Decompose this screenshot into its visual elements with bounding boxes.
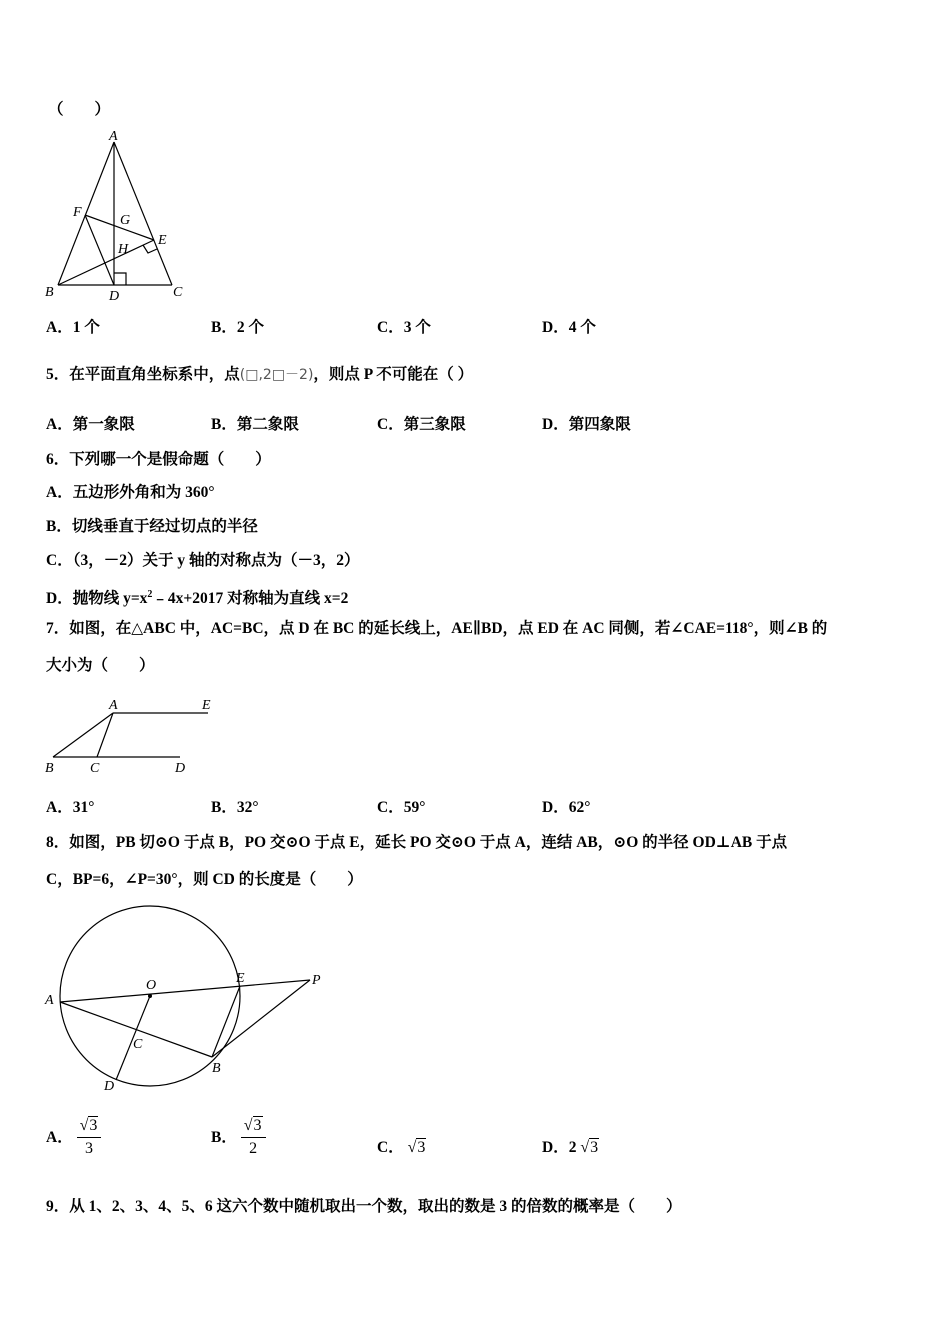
q7-label-C: C xyxy=(90,761,100,776)
q7-label-E: E xyxy=(202,698,211,713)
q8-option-c-radical xyxy=(408,1138,427,1158)
q5-stem-pre: 5．在平面直角坐标系中，点 xyxy=(46,366,240,383)
q4-label-H: H xyxy=(118,242,129,257)
q4-label-C: C xyxy=(173,285,183,300)
q8-option-b xyxy=(211,1115,266,1160)
q4-label-G: G xyxy=(120,213,131,228)
q8-label-C: C xyxy=(133,1037,143,1052)
q7-option-a: A．31° xyxy=(46,799,95,816)
q6-option-d xyxy=(46,585,348,609)
q6-option-d-pre: D．抛物线 y=x xyxy=(46,590,148,608)
q4-label-E: E xyxy=(158,233,167,248)
q4-option-a: A．1 个 xyxy=(46,319,100,336)
q5-point-expression: (□,2□－2) xyxy=(239,367,314,383)
q8-stem-line2: C，BP=6，∠P=30°，则 CD 的长度是（ ） xyxy=(46,871,363,888)
q8-option-b-label: B． xyxy=(211,1128,237,1146)
q8-label-A: A xyxy=(45,993,54,1008)
q6-option-b: B．切线垂直于经过切点的半径 xyxy=(46,518,258,535)
q7-label-B: B xyxy=(45,761,54,776)
q6-option-d-exponent: 2 xyxy=(147,589,153,600)
q7-option-b: B．32° xyxy=(211,799,259,816)
q7-option-c: C．59° xyxy=(377,799,426,816)
q8-option-c-radicand: 3 xyxy=(417,1139,426,1156)
sqrt-symbol-icon: √ xyxy=(79,1117,89,1134)
q4-option-c: C．3 个 xyxy=(377,319,431,336)
q7-stem-line2: 大小为（ ） xyxy=(46,657,155,674)
q5-stem-post: ，则点 P 不可能在（ ） xyxy=(313,366,474,383)
q8-option-b-denominator: 2 xyxy=(249,1140,258,1157)
q8-option-b-fraction xyxy=(241,1115,266,1160)
q5-option-d: D．第四象限 xyxy=(542,416,631,433)
q5-option-c: C．第三象限 xyxy=(377,416,466,433)
q8-option-d xyxy=(542,1138,599,1158)
q8-circle-figure xyxy=(40,900,330,1100)
q5-option-a: A．第一象限 xyxy=(46,416,135,433)
q4-triangle-figure xyxy=(40,130,190,305)
q4-label-B: B xyxy=(45,285,54,300)
q6-option-c: C．（3，－2）关于 y 轴的对称点为（－3，2） xyxy=(46,552,360,569)
q8-option-a-label: A． xyxy=(46,1128,73,1146)
q7-label-A: A xyxy=(109,698,118,713)
q6-option-d-post: ﹣4x+2017 对称轴为直线 x=2 xyxy=(152,590,349,608)
q5-option-b: B．第二象限 xyxy=(211,416,299,433)
q8-option-d-radicand: 3 xyxy=(590,1139,599,1156)
q4-label-D: D xyxy=(109,289,120,304)
q6-option-a: A．五边形外角和为 360° xyxy=(46,484,215,501)
q4-option-b: B．2 个 xyxy=(211,319,264,336)
q8-stem-line1: 8．如图，PB 切⊙O 于点 B，PO 交⊙O 于点 E，延长 PO 交⊙O 于点 A，连结 AB，⊙O 的半径 OD⊥AB 于点 xyxy=(46,834,788,851)
q9-stem: 9．从 1、2、3、4、5、6 这六个数中随机取出一个数，取出的数是 3 的倍数的概率是（ ） xyxy=(46,1198,682,1215)
q7-label-D: D xyxy=(175,761,186,776)
q4-option-d: D．4 个 xyxy=(542,319,596,336)
q4-label-A: A xyxy=(109,130,118,144)
q8-label-P: P xyxy=(312,973,321,988)
q4-label-F: F xyxy=(73,205,82,220)
q8-label-D: D xyxy=(104,1079,115,1094)
q6-stem: 6．下列哪一个是假命题（ ） xyxy=(46,451,271,468)
q8-label-E: E xyxy=(236,971,245,986)
q7-figure xyxy=(40,690,220,780)
q7-option-d: D．62° xyxy=(542,799,591,816)
q8-option-a-fraction xyxy=(77,1115,102,1160)
q8-option-c xyxy=(377,1138,426,1158)
sqrt-symbol-icon: √ xyxy=(580,1139,590,1156)
sqrt-symbol-icon: √ xyxy=(407,1139,417,1156)
q8-label-O: O xyxy=(146,978,157,993)
q8-option-a-denominator: 3 xyxy=(84,1140,93,1157)
sqrt-symbol-icon: √ xyxy=(243,1117,253,1134)
q4-answer-paren: （ ） xyxy=(48,101,111,118)
q8-option-b-numerator: 3 xyxy=(253,1117,262,1134)
q7-stem-line1: 7．如图，在△ABC 中，AC=BC，点 D 在 BC 的延长线上，AE∥BD，点 ED 在 AC 同侧，若∠CAE=118°，则∠B 的 xyxy=(46,620,828,637)
q8-option-a-numerator: 3 xyxy=(89,1117,98,1134)
q5-stem xyxy=(46,365,473,385)
q8-option-d-label: D．2 xyxy=(542,1139,577,1156)
q8-option-a xyxy=(46,1115,101,1160)
q8-option-d-radical xyxy=(580,1138,599,1158)
q8-option-c-label: C． xyxy=(377,1139,404,1156)
q8-label-B: B xyxy=(212,1061,221,1076)
